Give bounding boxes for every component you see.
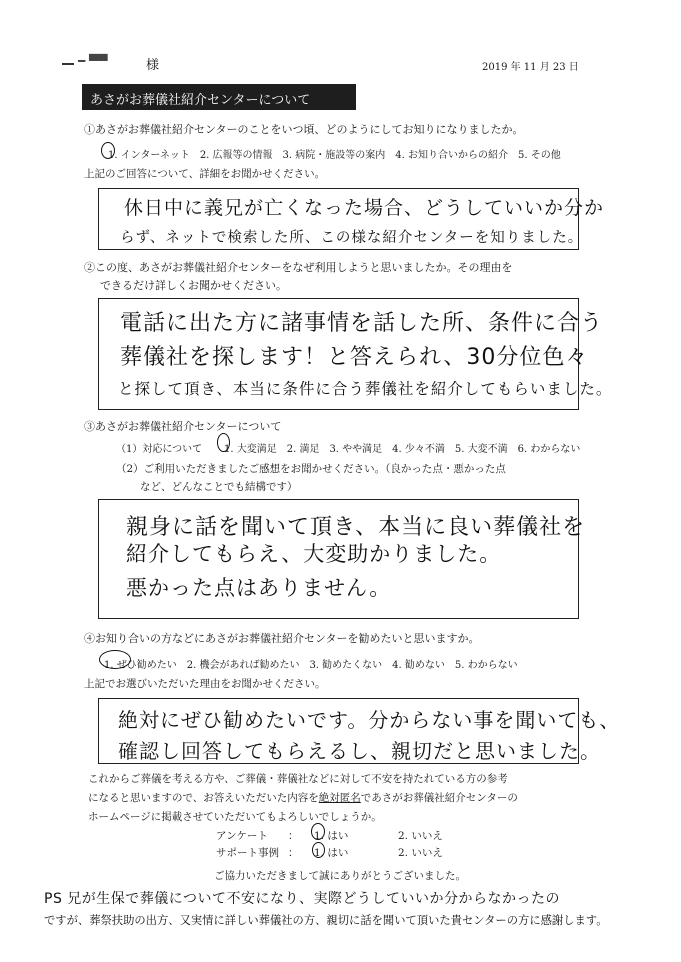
survey-selection-mark: [311, 823, 325, 840]
q3-selection-mark: [217, 433, 230, 452]
q3-question: ③あさがお葬儀社紹介センターについて: [84, 420, 282, 433]
q1-answer-line2: らず、ネットで検索した所、この様な紹介センターを知りました。: [120, 230, 584, 246]
date: 2019 年 11 月 23 日: [482, 62, 579, 73]
support-no: 2. いいえ: [398, 847, 443, 859]
ps-line2: ですが、葬祭扶助の出方、又実情に詳しい葬儀社の方、親切に話を聞いて頂いた貴センターの方に感謝します。: [44, 914, 608, 927]
closing-anonymous-emphasis: 絶対匿名: [318, 792, 361, 804]
q2-answer-line3: と探して頂き、本当に条件に合う葬儀社を紹介してもらいました。: [118, 380, 613, 398]
q4-options: 1. ぜひ勧めたい 2. 機会があれば勧めたい 3. 勧めたくない 4. 勧めない 5. わからない: [104, 660, 518, 671]
q1-selection-mark: [101, 142, 115, 159]
support-colon: ：: [288, 847, 299, 859]
q4-answer-line2: 確認し回答してもらえるし、親切だと思いました。: [118, 739, 601, 763]
closing-line2-a: になると思いますので、お答えいただいた内容を: [88, 792, 319, 804]
name-redaction-dash: [62, 63, 74, 65]
ps-line1: PS 兄が生保で葬儀について不安になり、実際どうしていいか分からなかったの: [44, 891, 560, 907]
survey-no: 2. いいえ: [398, 830, 443, 842]
honorific: 様: [146, 58, 160, 73]
recipient-name: ━ ▀▀: [78, 54, 108, 68]
q4-question: ④お知り合いの方などにあさがお葬儀社紹介センターを勧めたいと思いますか。: [84, 632, 480, 645]
q2-answer-line1: 電話に出た方に諸事情を話した所、条件に合う: [120, 311, 604, 336]
page-title: あさがお葬儀社紹介センターについて: [82, 84, 356, 110]
survey-colon: ：: [288, 830, 299, 842]
closing-line2-c: であさがお葬儀社紹介センターの: [360, 792, 518, 804]
q3-sub2-label: （2）ご利用いただきましたご感想をお聞かせください。（良かった点・悪かった点: [116, 463, 506, 475]
q3-answer-line2: 紹介してもらえ、大変助かりました。: [126, 542, 502, 566]
q1-question: ①あさがお葬儀社紹介センターのことをいつ頃、どのようにしてお知りになりましたか。: [84, 123, 524, 136]
q3-sub1-options: 1. 大変満足 2. 満足 3. やや満足 4. 少々不満 5. 大変不満 6. わからない: [224, 444, 581, 455]
q3-answer-line3: 悪かった点はありません。: [126, 576, 392, 600]
thanks-line: ご協力いただきまして誠にありがとうございました。: [214, 870, 466, 882]
support-yes: 1. はい: [314, 847, 349, 859]
closing-line2: [88, 790, 518, 805]
survey-label: アンケート: [216, 830, 268, 842]
q1-options: 1. インターネット 2. 広報等の情報 3. 病院・施設等の案内 4. お知り合いからの紹介 5. その他: [108, 150, 561, 161]
support-label: サポート事例: [216, 847, 279, 859]
q2-question: ②この度、あさがお葬儀社紹介センターをなぜ利用しようと思いましたか。その理由を: [84, 261, 513, 274]
q1-answer-line1: 休日中に義兄が亡くなった場合、どうしていいか分か: [124, 197, 605, 219]
q4-prompt: 上記でお選びいただいた理由をお聞かせください。: [84, 678, 326, 690]
closing-line3: ホームページに掲載させていただいてもよろしいでしょうか。: [88, 811, 382, 823]
q2-answer-line2: 葬儀社を探します！と答えられ、30分位色々: [120, 345, 589, 370]
q3-sub2-cont: など、どんなことでも結構です）: [140, 481, 298, 493]
q4-selection-mark: [99, 650, 131, 669]
support-selection-mark: [312, 842, 325, 858]
q3-sub1-label: （1）対応について: [116, 444, 203, 455]
q3-answer-line1: 親身に話を聞いて頂き、本当に良い葬儀社を: [126, 515, 586, 540]
survey-yes: 1. はい: [314, 830, 349, 842]
q2-question-cont: できるだけ詳しくお聞かせください。: [100, 279, 287, 292]
closing-line1: これからご葬儀を考える方や、ご葬儀・葬儀社などに対して不安を持たれている方の参考: [88, 773, 508, 785]
q4-answer-line1: 絶対にぜひ勧めたいです。分からない事を聞いても、: [118, 708, 621, 732]
q1-prompt: 上記のご回答について、詳細をお聞かせください。: [84, 168, 326, 180]
